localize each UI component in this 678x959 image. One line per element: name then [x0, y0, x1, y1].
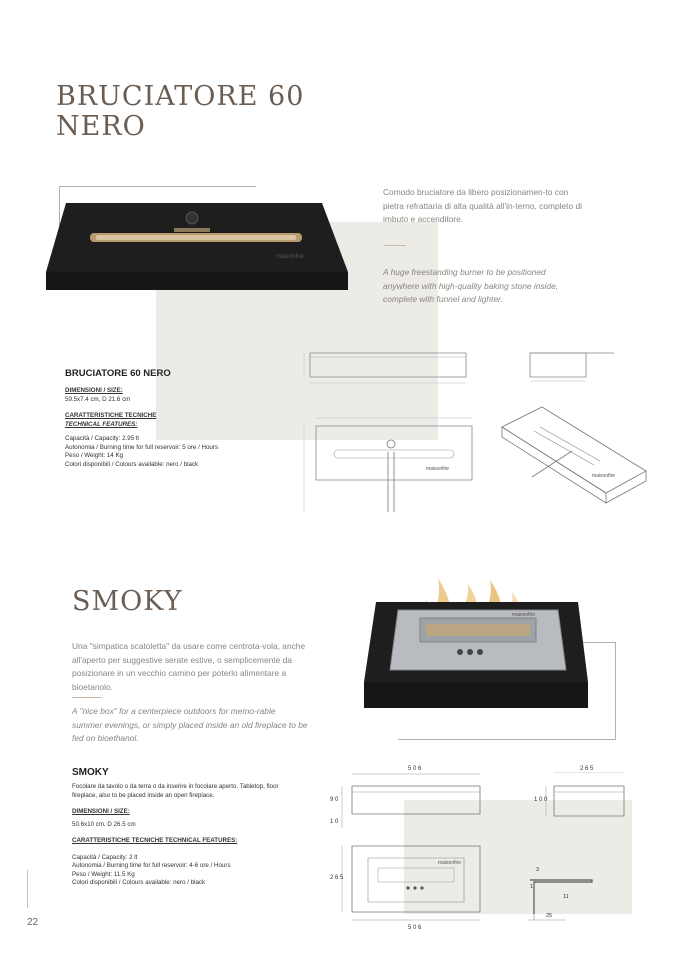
- product-title: [56, 82, 304, 142]
- smoky-photo-brand: maisonfire: [512, 612, 536, 618]
- smoky-dim-side-height: 1 0 0: [534, 797, 548, 803]
- smoky-divider: [72, 697, 102, 698]
- smoky-spec-feature: Capacità / Capacity: 2 lt: [72, 853, 138, 861]
- smoky-spec-tech-label: CARATTERISTICHE TECNICHE TECHNICAL FEATURES:: [72, 837, 238, 844]
- spec-dimension-value: 59.5x7.4 cm, D 21.6 cm: [65, 395, 131, 403]
- spec-tech-label-it: CARATTERISTICHE TECNICHE: [65, 412, 157, 419]
- page-number: 22: [27, 917, 39, 928]
- spec-feature: Colori disponibili / Colours available: nero / black: [65, 460, 199, 468]
- spec-feature: Autonomia / Burning time for full reservoir: 5 ore / Hours: [65, 443, 219, 451]
- title-line-2: NERO: [56, 111, 146, 142]
- technical-drawing-perspective: [500, 405, 648, 507]
- smoky-description-english: A "nice box" for a centerpiece outdoors for memo-rable summer evenings, or simply placed inside an old fireplace to be fed on bioethanol.: [72, 706, 308, 743]
- smoky-drawing-brand: maisonfire: [438, 860, 462, 866]
- title-line-1: BRUCIATORE 60: [56, 81, 305, 112]
- description-english: A huge freestanding burner to be positioned anywhere with high-quality baking stone inside, complete with funnel and lighter.: [383, 267, 559, 304]
- smoky-spec-feature: Colori disponibili / Colours available: nero / black: [72, 879, 206, 886]
- smoky-dim-width-top: 5 0 6: [408, 766, 422, 772]
- technical-drawing-end: [512, 345, 620, 385]
- smoky-detail-label-d: 1: [530, 884, 534, 890]
- spec-product-name: BRUCIATORE 60 NERO: [65, 368, 171, 379]
- smoky-dim-width-bottom: 5 0 6: [408, 925, 422, 931]
- burner-brand-text: maisonfire: [276, 254, 304, 260]
- description-italian: Comodo bruciatore da libero posizionamen-to con pietra refrattaria di alta qualità all'in-terno, completo di imbuto e accenditore.: [383, 187, 582, 224]
- spec-dimension-label: DIMENSIONI / SIZE:: [65, 387, 123, 394]
- technical-drawing-side: [298, 345, 478, 390]
- product-specs: [65, 368, 280, 469]
- burner-photo: [44, 200, 350, 296]
- perspective-brand-text: maisonfire: [592, 473, 616, 479]
- spec-feature: Peso / Weight: 14 Kg: [65, 452, 124, 459]
- spec-tech-label-en: TECHNICAL FEATURES:: [65, 420, 138, 428]
- smoky-spec-dim-value: 50.6x10 cm, D 26.5 cm: [72, 820, 136, 828]
- smoky-spec-feature: Autonomia / Burning time for full reservoir: 4-6 ore / Hours: [72, 862, 231, 869]
- spec-feature: Capacità / Capacity: 2.95 lt: [65, 435, 139, 442]
- smoky-detail-label-a: 3: [536, 867, 540, 873]
- smoky-dim-height-a: 9 0: [330, 797, 339, 803]
- page-margin-rule: [27, 870, 28, 908]
- smoky-dim-depth-left: 2 6 5: [330, 875, 344, 881]
- smoky-dim-height-b: 1 0: [330, 819, 339, 825]
- smoky-spec-intro: Focolare da tavolo o da terra o da inserire in focolare aperto. Tabletop, floor fireplace, also to be placed inside an open fireplace.: [72, 783, 279, 799]
- smoky-title: SMOKY: [72, 586, 183, 617]
- drawing-brand-text: maisonfire: [426, 466, 450, 472]
- technical-drawing-top: [298, 412, 478, 522]
- smoky-spec-name: SMOKY: [72, 767, 109, 778]
- smoky-spec-dim-label: DIMENSIONI / SIZE:: [72, 808, 130, 815]
- divider-rule: [384, 245, 406, 246]
- smoky-photo: [362, 570, 592, 710]
- smoky-spec-feature: Peso / Weight: 11.5 Kg: [72, 870, 135, 878]
- smoky-specs: [72, 767, 290, 888]
- smoky-dim-depth: 2 6 5: [580, 766, 594, 772]
- smoky-detail-label-c: 25: [546, 913, 553, 919]
- smoky-drawing-top: [330, 840, 486, 926]
- smoky-description-italian: Una "simpatica scatoletta" da usare come centrota-vola, anche all'aperto per suggestive serate estive, o semplicemente da posizionare in un vecchio camino per poterlo alimentare a bioetanolo.: [72, 641, 306, 692]
- smoky-detail-label-b: 11: [563, 894, 569, 900]
